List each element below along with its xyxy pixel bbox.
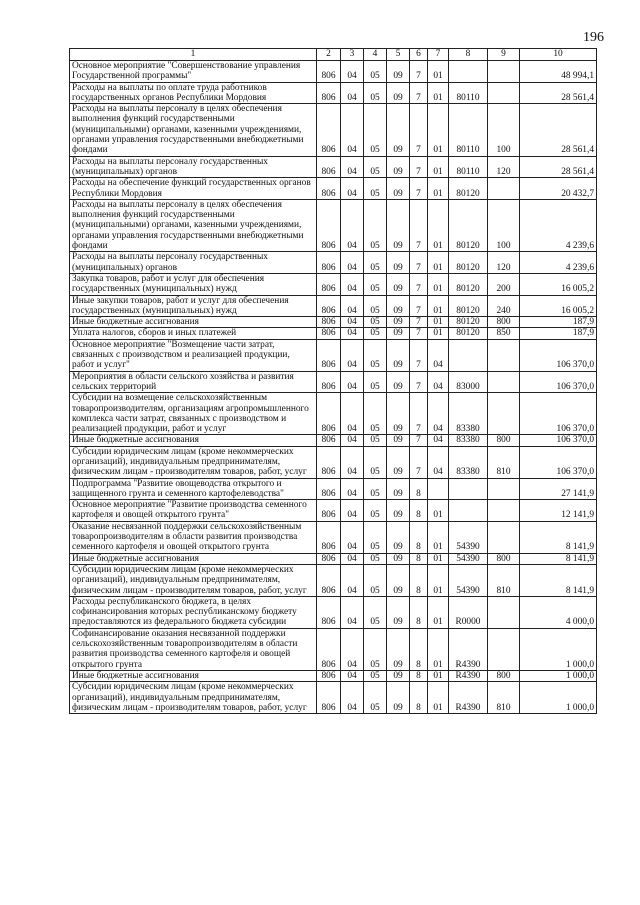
direction-code-cell: 80120 <box>449 295 488 317</box>
expenditure-name-cell: Мероприятия в области сельского хозяйства и развития сельских территорий <box>70 371 317 393</box>
expense-type-code-cell: 200 <box>488 273 520 295</box>
subsection-code-cell: 05 <box>364 670 387 681</box>
expense-type-code-cell: 120 <box>488 156 520 178</box>
expenditure-name-cell: Расходы на выплаты по оплате труда работников государственных органов Республики Мордовия <box>70 82 317 104</box>
expense-type-code-cell <box>488 500 520 522</box>
ministry-code-cell: 806 <box>317 393 341 435</box>
subsection-code-cell: 05 <box>364 446 387 478</box>
amount-cell: 28 561,4 <box>520 156 597 178</box>
measure-code-cell: 01 <box>428 317 449 328</box>
expenditure-name-cell: Субсидии юридическим лицам (кроме некоммерческих организаций), индивидуальным предпринимателям, физическим лицам - производителям товаров, работ, услуг <box>70 564 317 596</box>
direction-code-cell: 83380 <box>449 393 488 435</box>
ministry-code-cell: 806 <box>317 564 341 596</box>
section-code-cell: 04 <box>341 435 364 446</box>
table-row <box>70 104 597 156</box>
section-code-cell: 04 <box>341 252 364 274</box>
ministry-code-cell: 806 <box>317 446 341 478</box>
measure-code-cell: 01 <box>428 682 449 714</box>
measure-code-cell: 01 <box>428 553 449 564</box>
table-row <box>70 317 597 328</box>
amount-cell: 28 561,4 <box>520 82 597 104</box>
table-row <box>70 273 597 295</box>
ministry-code-cell: 806 <box>317 295 341 317</box>
ministry-code-cell: 806 <box>317 199 341 251</box>
subprogram-code-cell: 7 <box>410 82 428 104</box>
ministry-code-cell: 806 <box>317 521 341 553</box>
program-code-cell: 09 <box>387 273 410 295</box>
subprogram-code-cell: 7 <box>410 61 428 83</box>
amount-cell: 27 141,9 <box>520 478 597 500</box>
amount-cell: 4 239,6 <box>520 252 597 274</box>
subprogram-code-cell: 7 <box>410 328 428 339</box>
expenditure-name-cell: Уплата налогов, сборов и иных платежей <box>70 328 317 339</box>
subprogram-code-cell: 7 <box>410 371 428 393</box>
expense-type-code-cell: 810 <box>488 564 520 596</box>
section-code-cell: 04 <box>341 682 364 714</box>
measure-code-cell: 01 <box>428 328 449 339</box>
expenditure-name-cell: Расходы на выплаты персоналу государственных (муниципальных) органов <box>70 252 317 274</box>
subprogram-code-cell: 8 <box>410 521 428 553</box>
expenditure-name-cell: Расходы на выплаты персоналу государственных (муниципальных) органов <box>70 156 317 178</box>
subprogram-code-cell: 7 <box>410 339 428 371</box>
subsection-code-cell: 05 <box>364 500 387 522</box>
expenditure-name-cell: Расходы республиканского бюджета, в целях софинансирования которых республиканскому бюджету предоставляются из федерального бюджета субсидии <box>70 596 317 628</box>
direction-code-cell: 80110 <box>449 104 488 156</box>
section-code-cell: 04 <box>341 328 364 339</box>
direction-code-cell <box>449 478 488 500</box>
expense-type-code-cell <box>488 371 520 393</box>
table-row <box>70 328 597 339</box>
subsection-code-cell: 05 <box>364 521 387 553</box>
table-row <box>70 61 597 83</box>
expenditure-name-cell: Основное мероприятие "Возмещение части затрат, связанных с производством и реализацией продукции, работ и услуг" <box>70 339 317 371</box>
ministry-code-cell: 806 <box>317 500 341 522</box>
subsection-code-cell: 05 <box>364 628 387 670</box>
ministry-code-cell: 806 <box>317 670 341 681</box>
measure-code-cell: 04 <box>428 446 449 478</box>
expense-type-code-cell <box>488 61 520 83</box>
amount-cell: 4 000,0 <box>520 596 597 628</box>
amount-cell: 4 239,6 <box>520 199 597 251</box>
program-code-cell: 09 <box>387 104 410 156</box>
expenditure-name-cell: Софинансирование оказания несвязанной поддержки сельскохозяйственным товаропроизводителям в области развития производства семенного картофеля и овощей открытого грунта <box>70 628 317 670</box>
expense-type-code-cell <box>488 596 520 628</box>
table-row <box>70 156 597 178</box>
subprogram-code-cell: 8 <box>410 478 428 500</box>
direction-code-cell: 80120 <box>449 199 488 251</box>
section-code-cell: 04 <box>341 104 364 156</box>
subprogram-code-cell: 8 <box>410 553 428 564</box>
expenditure-name-cell: Основное мероприятие "Совершенствование управления Государственной программы" <box>70 61 317 83</box>
ministry-code-cell: 806 <box>317 178 341 200</box>
page-number: 196 <box>583 30 604 45</box>
amount-cell: 106 370,0 <box>520 435 597 446</box>
table-row <box>70 446 597 478</box>
expense-type-code-cell: 240 <box>488 295 520 317</box>
ministry-code-cell: 806 <box>317 682 341 714</box>
subprogram-code-cell: 8 <box>410 564 428 596</box>
section-code-cell: 04 <box>341 564 364 596</box>
section-code-cell: 04 <box>341 339 364 371</box>
direction-code-cell: 54390 <box>449 564 488 596</box>
section-code-cell: 04 <box>341 273 364 295</box>
direction-code-cell <box>449 339 488 371</box>
subsection-code-cell: 05 <box>364 435 387 446</box>
subprogram-code-cell: 8 <box>410 682 428 714</box>
table-row <box>70 199 597 251</box>
program-code-cell: 09 <box>387 564 410 596</box>
direction-code-cell: 83380 <box>449 446 488 478</box>
program-code-cell: 09 <box>387 317 410 328</box>
measure-code-cell: 04 <box>428 339 449 371</box>
expenditure-name-cell: Закупка товаров, работ и услуг для обеспечения государственных (муниципальных) нужд <box>70 273 317 295</box>
program-code-cell: 09 <box>387 628 410 670</box>
section-code-cell: 04 <box>341 61 364 83</box>
subsection-code-cell: 05 <box>364 564 387 596</box>
direction-code-cell: 54390 <box>449 521 488 553</box>
section-code-cell: 04 <box>341 553 364 564</box>
expense-type-code-cell <box>488 393 520 435</box>
table-row <box>70 521 597 553</box>
section-code-cell: 04 <box>341 596 364 628</box>
subprogram-code-cell: 7 <box>410 178 428 200</box>
section-code-cell: 04 <box>341 295 364 317</box>
expense-type-code-cell: 120 <box>488 252 520 274</box>
direction-code-cell: 54390 <box>449 553 488 564</box>
program-code-cell: 09 <box>387 156 410 178</box>
table-body <box>70 61 597 714</box>
program-code-cell: 09 <box>387 178 410 200</box>
measure-code-cell: 01 <box>428 628 449 670</box>
expenditure-name-cell: Субсидии юридическим лицам (кроме некоммерческих организаций), индивидуальным предпринимателям, физическим лицам - производителям товаров, работ, услуг <box>70 446 317 478</box>
section-code-cell: 04 <box>341 82 364 104</box>
subsection-code-cell: 05 <box>364 553 387 564</box>
table-row <box>70 295 597 317</box>
subprogram-code-cell: 7 <box>410 435 428 446</box>
table-row <box>70 628 597 670</box>
direction-code-cell <box>449 500 488 522</box>
measure-code-cell: 01 <box>428 82 449 104</box>
subsection-code-cell: 05 <box>364 317 387 328</box>
section-code-cell: 04 <box>341 393 364 435</box>
program-code-cell: 09 <box>387 435 410 446</box>
amount-cell: 106 370,0 <box>520 393 597 435</box>
program-code-cell: 09 <box>387 371 410 393</box>
measure-code-cell: 01 <box>428 199 449 251</box>
table-row <box>70 670 597 681</box>
expense-type-code-cell <box>488 521 520 553</box>
header-cell: 9 <box>488 49 520 61</box>
section-code-cell: 04 <box>341 199 364 251</box>
table-row <box>70 178 597 200</box>
ministry-code-cell: 806 <box>317 478 341 500</box>
direction-code-cell: 80120 <box>449 328 488 339</box>
subprogram-code-cell: 7 <box>410 252 428 274</box>
expenditure-name-cell: Оказание несвязанной поддержки сельскохозяйственным товаропроизводителям в области развития производства семенного картофеля и овощей открытого грунта <box>70 521 317 553</box>
header-cell: 1 <box>70 49 317 61</box>
measure-code-cell: 01 <box>428 156 449 178</box>
expense-type-code-cell: 800 <box>488 435 520 446</box>
program-code-cell: 09 <box>387 521 410 553</box>
subprogram-code-cell: 8 <box>410 670 428 681</box>
subsection-code-cell: 05 <box>364 178 387 200</box>
ministry-code-cell: 806 <box>317 553 341 564</box>
expense-type-code-cell: 800 <box>488 670 520 681</box>
direction-code-cell: 80120 <box>449 252 488 274</box>
ministry-code-cell: 806 <box>317 328 341 339</box>
subsection-code-cell: 05 <box>364 252 387 274</box>
program-code-cell: 09 <box>387 553 410 564</box>
measure-code-cell: 01 <box>428 670 449 681</box>
program-code-cell: 09 <box>387 500 410 522</box>
expenditure-name-cell: Расходы на выплаты персоналу в целях обеспечения выполнения функций государственными (муниципальными) органами, казенными учреждениями, органами управления государственными внебюджетными фондами <box>70 199 317 251</box>
table-row <box>70 500 597 522</box>
amount-cell: 1 000,0 <box>520 628 597 670</box>
section-code-cell: 04 <box>341 178 364 200</box>
measure-code-cell: 04 <box>428 435 449 446</box>
measure-code-cell: 01 <box>428 295 449 317</box>
subprogram-code-cell: 7 <box>410 199 428 251</box>
subsection-code-cell: 05 <box>364 682 387 714</box>
measure-code-cell: 01 <box>428 564 449 596</box>
program-code-cell: 09 <box>387 446 410 478</box>
table-row <box>70 682 597 714</box>
amount-cell: 106 370,0 <box>520 371 597 393</box>
measure-code-cell: 01 <box>428 252 449 274</box>
direction-code-cell: 80110 <box>449 82 488 104</box>
program-code-cell: 09 <box>387 478 410 500</box>
amount-cell: 16 005,2 <box>520 295 597 317</box>
amount-cell: 48 994,1 <box>520 61 597 83</box>
ministry-code-cell: 806 <box>317 628 341 670</box>
ministry-code-cell: 806 <box>317 596 341 628</box>
program-code-cell: 09 <box>387 295 410 317</box>
subsection-code-cell: 05 <box>364 596 387 628</box>
table-row <box>70 393 597 435</box>
expense-type-code-cell: 100 <box>488 199 520 251</box>
section-code-cell: 04 <box>341 478 364 500</box>
subprogram-code-cell: 8 <box>410 500 428 522</box>
section-code-cell: 04 <box>341 156 364 178</box>
measure-code-cell: 01 <box>428 104 449 156</box>
measure-code-cell: 01 <box>428 273 449 295</box>
amount-cell: 8 141,9 <box>520 564 597 596</box>
amount-cell: 16 005,2 <box>520 273 597 295</box>
direction-code-cell: 80120 <box>449 273 488 295</box>
subsection-code-cell: 05 <box>364 61 387 83</box>
amount-cell: 1 000,0 <box>520 670 597 681</box>
subsection-code-cell: 05 <box>364 199 387 251</box>
amount-cell: 20 432,7 <box>520 178 597 200</box>
expenditure-name-cell: Расходы на обеспечение функций государственных органов Республики Мордовия <box>70 178 317 200</box>
subsection-code-cell: 05 <box>364 371 387 393</box>
expenditure-name-cell: Основное мероприятие "Развитие производства семенного картофеля и овощей открытого грунта" <box>70 500 317 522</box>
amount-cell: 8 141,9 <box>520 521 597 553</box>
direction-code-cell: R4390 <box>449 628 488 670</box>
ministry-code-cell: 806 <box>317 104 341 156</box>
table-row <box>70 82 597 104</box>
expenditure-name-cell: Расходы на выплаты персоналу в целях обеспечения выполнения функций государственными (муниципальными) органами, казенными учреждениями, органами управления государственными внебюджетными фондами <box>70 104 317 156</box>
header-cell: 3 <box>341 49 364 61</box>
header-cell: 7 <box>428 49 449 61</box>
subprogram-code-cell: 7 <box>410 104 428 156</box>
header-row <box>70 49 597 61</box>
table-row <box>70 435 597 446</box>
section-code-cell: 04 <box>341 317 364 328</box>
amount-cell: 106 370,0 <box>520 446 597 478</box>
direction-code-cell: 80120 <box>449 317 488 328</box>
ministry-code-cell: 806 <box>317 61 341 83</box>
expenditure-name-cell: Субсидии юридическим лицам (кроме некоммерческих организаций), индивидуальным предпринимателям, физическим лицам - производителям товаров, работ, услуг <box>70 682 317 714</box>
direction-code-cell: R4390 <box>449 670 488 681</box>
program-code-cell: 09 <box>387 82 410 104</box>
subprogram-code-cell: 7 <box>410 393 428 435</box>
amount-cell: 28 561,4 <box>520 104 597 156</box>
subsection-code-cell: 05 <box>364 328 387 339</box>
subprogram-code-cell: 7 <box>410 273 428 295</box>
program-code-cell: 09 <box>387 682 410 714</box>
header-cell: 4 <box>364 49 387 61</box>
expenditure-name-cell: Субсидии на возмещение сельскохозяйственным товаропроизводителям, организациям агропромышленного комплекса части затрат, связанных с производством и реализацией продукции, работ и услуг <box>70 393 317 435</box>
program-code-cell: 09 <box>387 328 410 339</box>
table-row <box>70 553 597 564</box>
table-row <box>70 478 597 500</box>
expense-type-code-cell: 810 <box>488 682 520 714</box>
ministry-code-cell: 806 <box>317 317 341 328</box>
ministry-code-cell: 806 <box>317 371 341 393</box>
ministry-code-cell: 806 <box>317 273 341 295</box>
amount-cell: 1 000,0 <box>520 682 597 714</box>
amount-cell: 8 141,9 <box>520 553 597 564</box>
expense-type-code-cell: 810 <box>488 446 520 478</box>
expense-type-code-cell <box>488 628 520 670</box>
header-cell: 6 <box>410 49 428 61</box>
subsection-code-cell: 05 <box>364 339 387 371</box>
ministry-code-cell: 806 <box>317 82 341 104</box>
subsection-code-cell: 05 <box>364 393 387 435</box>
ministry-code-cell: 806 <box>317 435 341 446</box>
direction-code-cell: 80110 <box>449 156 488 178</box>
expense-type-code-cell: 800 <box>488 317 520 328</box>
subprogram-code-cell: 8 <box>410 628 428 670</box>
subprogram-code-cell: 7 <box>410 295 428 317</box>
subprogram-code-cell: 7 <box>410 156 428 178</box>
measure-code-cell: 04 <box>428 371 449 393</box>
measure-code-cell: 01 <box>428 521 449 553</box>
subsection-code-cell: 05 <box>364 295 387 317</box>
expenditure-name-cell: Иные бюджетные ассигнования <box>70 553 317 564</box>
program-code-cell: 09 <box>387 393 410 435</box>
amount-cell: 106 370,0 <box>520 339 597 371</box>
subsection-code-cell: 05 <box>364 478 387 500</box>
direction-code-cell: 80120 <box>449 178 488 200</box>
table-row <box>70 596 597 628</box>
program-code-cell: 09 <box>387 596 410 628</box>
ministry-code-cell: 806 <box>317 339 341 371</box>
measure-code-cell <box>428 478 449 500</box>
measure-code-cell: 01 <box>428 61 449 83</box>
header-cell: 8 <box>449 49 488 61</box>
expenditure-name-cell: Иные бюджетные ассигнования <box>70 435 317 446</box>
expense-type-code-cell <box>488 82 520 104</box>
header-cell: 5 <box>387 49 410 61</box>
program-code-cell: 09 <box>387 252 410 274</box>
expense-type-code-cell: 100 <box>488 104 520 156</box>
table-row <box>70 252 597 274</box>
subsection-code-cell: 05 <box>364 104 387 156</box>
section-code-cell: 04 <box>341 628 364 670</box>
expense-type-code-cell: 850 <box>488 328 520 339</box>
table-row <box>70 339 597 371</box>
subprogram-code-cell: 7 <box>410 317 428 328</box>
header-cell: 2 <box>317 49 341 61</box>
measure-code-cell: 01 <box>428 178 449 200</box>
direction-code-cell <box>449 61 488 83</box>
section-code-cell: 04 <box>341 446 364 478</box>
expense-type-code-cell <box>488 339 520 371</box>
amount-cell: 187,9 <box>520 317 597 328</box>
section-code-cell: 04 <box>341 521 364 553</box>
expenditure-name-cell: Подпрограмма "Развитие овощеводства открытого и защищенного грунта и семенного картофелеводства" <box>70 478 317 500</box>
subsection-code-cell: 05 <box>364 273 387 295</box>
measure-code-cell: 01 <box>428 596 449 628</box>
section-code-cell: 04 <box>341 670 364 681</box>
expense-type-code-cell <box>488 178 520 200</box>
direction-code-cell: 83380 <box>449 435 488 446</box>
ministry-code-cell: 806 <box>317 156 341 178</box>
expenditure-name-cell: Иные бюджетные ассигнования <box>70 670 317 681</box>
amount-cell: 12 141,9 <box>520 500 597 522</box>
direction-code-cell: 83000 <box>449 371 488 393</box>
expense-type-code-cell <box>488 478 520 500</box>
measure-code-cell: 01 <box>428 500 449 522</box>
budget-table <box>69 48 597 714</box>
table-row <box>70 564 597 596</box>
amount-cell: 187,9 <box>520 328 597 339</box>
measure-code-cell: 04 <box>428 393 449 435</box>
table-row <box>70 371 597 393</box>
section-code-cell: 04 <box>341 500 364 522</box>
subprogram-code-cell: 7 <box>410 446 428 478</box>
subsection-code-cell: 05 <box>364 82 387 104</box>
section-code-cell: 04 <box>341 371 364 393</box>
direction-code-cell: R4390 <box>449 682 488 714</box>
program-code-cell: 09 <box>387 670 410 681</box>
ministry-code-cell: 806 <box>317 252 341 274</box>
expenditure-name-cell: Иные бюджетные ассигнования <box>70 317 317 328</box>
subsection-code-cell: 05 <box>364 156 387 178</box>
program-code-cell: 09 <box>387 339 410 371</box>
program-code-cell: 09 <box>387 199 410 251</box>
subprogram-code-cell: 8 <box>410 596 428 628</box>
program-code-cell: 09 <box>387 61 410 83</box>
direction-code-cell: R0000 <box>449 596 488 628</box>
expenditure-name-cell: Иные закупки товаров, работ и услуг для обеспечения государственных (муниципальных) нужд <box>70 295 317 317</box>
header-cell: 10 <box>520 49 597 61</box>
expense-type-code-cell: 800 <box>488 553 520 564</box>
